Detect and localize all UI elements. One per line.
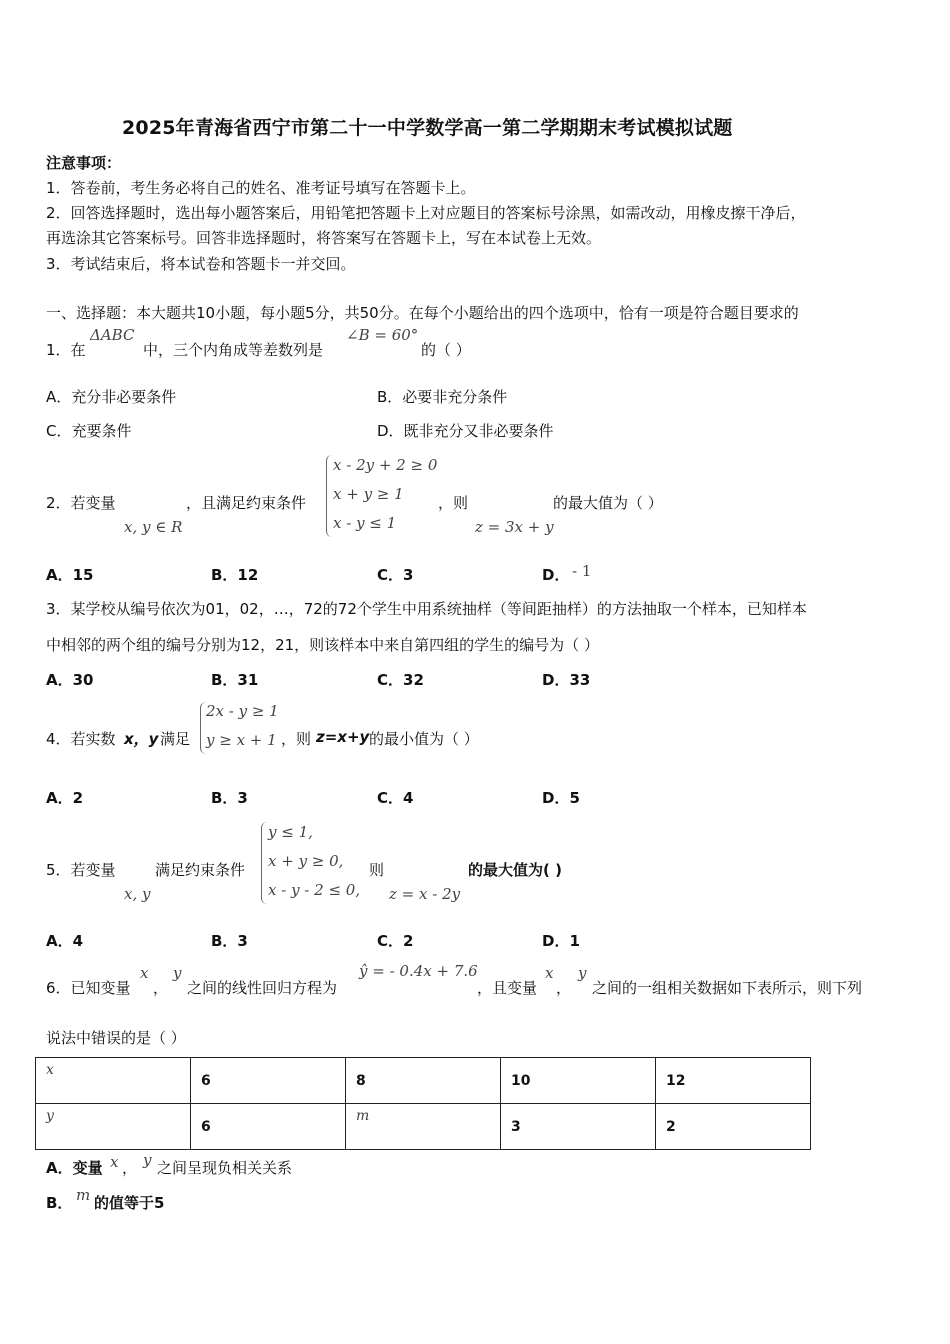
q6-text-1: 6．已知变量 bbox=[46, 979, 131, 997]
q6-math-y: y bbox=[173, 964, 182, 982]
q2-option-d[interactable]: D． bbox=[542, 566, 570, 584]
q2-brace bbox=[326, 455, 333, 537]
table-cell: 10 bbox=[501, 1058, 656, 1104]
q5-constraint-2: x + y ≥ 0, bbox=[268, 852, 344, 870]
section-heading: 一、选择题：本大题共10小题，每小题5分，共50分。在每个小题给出的四个选项中，恰有一项是符合题目要求的 bbox=[46, 304, 799, 322]
table-cell: x bbox=[36, 1058, 191, 1104]
notice-item-3: 3．考试结束后，将本试卷和答题卡一并交回。 bbox=[46, 255, 356, 273]
q6-math-x: x bbox=[140, 964, 149, 982]
q2-text-1: 2．若变量 bbox=[46, 494, 116, 512]
q4-option-a[interactable]: A．2 bbox=[46, 789, 84, 807]
table-row bbox=[36, 1104, 811, 1150]
q4-constraint-2: y ≥ x + 1 bbox=[206, 731, 277, 749]
q6-text-2: 之间的线性回归方程为 bbox=[187, 979, 338, 997]
q3-option-d[interactable]: D．33 bbox=[542, 671, 591, 689]
q5-math-target: z = x - 2y bbox=[389, 885, 461, 903]
q6-math-y-2: y bbox=[578, 964, 587, 982]
q5-option-b[interactable]: B．3 bbox=[211, 932, 248, 950]
q4-option-c[interactable]: C．4 bbox=[377, 789, 414, 807]
q6-text-3: ，且变量 bbox=[477, 979, 538, 997]
q2-math-target: z = 3x + y bbox=[475, 518, 554, 536]
q5-text-4: 的最大值为( ) bbox=[468, 861, 562, 879]
q2-option-b[interactable]: B．12 bbox=[211, 566, 259, 584]
q4-text-2: 满足 bbox=[160, 730, 191, 748]
q6-option-a-text-2: 之间呈现负相关关系 bbox=[157, 1159, 293, 1177]
q5-text-2: 满足约束条件 bbox=[155, 861, 246, 879]
q1-text-3: 的（ ） bbox=[421, 341, 471, 359]
q5-math-var: x, y bbox=[124, 885, 151, 903]
q4-constraint-1: 2x - y ≥ 1 bbox=[206, 702, 279, 720]
q6-sep-1: ， bbox=[153, 979, 169, 997]
q5-constraint-1: y ≤ 1, bbox=[268, 823, 313, 841]
table-cell: m bbox=[346, 1104, 501, 1150]
q6-regression: ŷ = - 0.4x + 7.6 bbox=[359, 962, 478, 980]
notice-item-2: 2．回答选择题时，选出每小题答案后，用铅笔把答题卡上对应题目的答案标号涂黑，如需改动，用橡皮擦干净后， bbox=[46, 204, 806, 222]
q1-math-angle: ∠B = 60° bbox=[346, 326, 419, 344]
q5-option-a[interactable]: A．4 bbox=[46, 932, 84, 950]
q6-math-x-2: x bbox=[545, 964, 554, 982]
q3-line-2: 中相邻的两个组的编号分别为12，21，则该样本中来自第四组的学生的编号为（ ） bbox=[46, 636, 599, 654]
q2-constraint-2: x + y ≥ 1 bbox=[333, 485, 404, 503]
q2-option-a[interactable]: A．15 bbox=[46, 566, 94, 584]
q2-option-d-math: - 1 bbox=[572, 562, 592, 580]
q1-option-a[interactable]: A．充分非必要条件 bbox=[46, 388, 177, 406]
q4-vars: x，y bbox=[124, 730, 159, 748]
q2-math-var: x, y ∈ R bbox=[124, 518, 183, 536]
q2-constraint-3: x - y ≤ 1 bbox=[333, 514, 397, 532]
table-cell: 6 bbox=[191, 1058, 346, 1104]
q1-option-c[interactable]: C．充要条件 bbox=[46, 422, 132, 440]
q5-option-d[interactable]: D．1 bbox=[542, 932, 580, 950]
q6-text-4: 之间的一组相关数据如下表所示，则下列 bbox=[592, 979, 863, 997]
table-cell: 2 bbox=[656, 1104, 811, 1150]
q5-brace bbox=[261, 822, 268, 904]
q3-option-b[interactable]: B．31 bbox=[211, 671, 259, 689]
q1-option-d[interactable]: D．既非充分又非必要条件 bbox=[377, 422, 554, 440]
table-cell: 6 bbox=[191, 1104, 346, 1150]
table-cell: y bbox=[36, 1104, 191, 1150]
table-cell: 3 bbox=[501, 1104, 656, 1150]
q3-option-c[interactable]: C．32 bbox=[377, 671, 424, 689]
q5-text-1: 5．若变量 bbox=[46, 861, 116, 879]
q2-text-3: ，则 bbox=[438, 494, 469, 512]
q6-line-2: 说法中错误的是（ ） bbox=[46, 1029, 186, 1047]
table-cell: 8 bbox=[346, 1058, 501, 1104]
q1-math-triangle: ΔABC bbox=[90, 326, 135, 344]
q1-text-2: 中，三个内角成等差数列是 bbox=[143, 341, 324, 359]
q2-constraint-1: x - 2y + 2 ≥ 0 bbox=[333, 456, 438, 474]
table-cell: 12 bbox=[656, 1058, 811, 1104]
notice-item-1: 1．答卷前，考生务必将自己的姓名、准考证号填写在答题卡上。 bbox=[46, 179, 476, 197]
q6-option-b-text-2: 的值等于5 bbox=[94, 1194, 165, 1212]
q6-option-a-text-1: A．变量 bbox=[46, 1159, 103, 1177]
q2-text-4: 的最大值为（ ） bbox=[553, 494, 663, 512]
page-title: 2025年青海省西宁市第二十一中学数学高一第二学期期末考试模拟试题 bbox=[122, 117, 733, 139]
q4-option-b[interactable]: B．3 bbox=[211, 789, 248, 807]
q2-option-c[interactable]: C．3 bbox=[377, 566, 414, 584]
q6-option-b-m: m bbox=[76, 1186, 91, 1204]
q4-text-3: ，则 bbox=[281, 730, 312, 748]
q5-constraint-3: x - y - 2 ≤ 0, bbox=[268, 881, 361, 899]
q1-option-b[interactable]: B．必要非充分条件 bbox=[377, 388, 508, 406]
q1-text-1: 1．在 bbox=[46, 341, 86, 359]
q2-text-2: ，且满足约束条件 bbox=[186, 494, 307, 512]
notice-heading: 注意事项： bbox=[46, 154, 122, 172]
q4-option-d[interactable]: D．5 bbox=[542, 789, 580, 807]
q4-text-1: 4．若实数 bbox=[46, 730, 116, 748]
q3-option-a[interactable]: A．30 bbox=[46, 671, 94, 689]
q6-sep-2: ， bbox=[556, 979, 572, 997]
q5-option-c[interactable]: C．2 bbox=[377, 932, 414, 950]
notice-item-2-cont: 再选涂其它答案标号。回答非选择题时，将答案写在答题卡上，写在本试卷上无效。 bbox=[46, 229, 602, 247]
q6-option-a-sep: ， bbox=[122, 1159, 138, 1177]
q6-option-a-x: x bbox=[110, 1153, 119, 1171]
q4-target: z=x+y bbox=[316, 728, 370, 746]
q5-text-3: 则 bbox=[369, 861, 385, 879]
q6-option-b-text-1: B． bbox=[46, 1194, 73, 1212]
q6-option-a-y: y bbox=[143, 1151, 152, 1169]
q6-data-table bbox=[35, 1057, 811, 1150]
q3-line-1: 3．某学校从编号依次为01，02，…，72的72个学生中用系统抽样（等间距抽样）的方法抽取一个样本，已知样本 bbox=[46, 600, 807, 618]
q4-text-4: 的最小值为（ ） bbox=[369, 730, 479, 748]
table-row bbox=[36, 1058, 811, 1104]
